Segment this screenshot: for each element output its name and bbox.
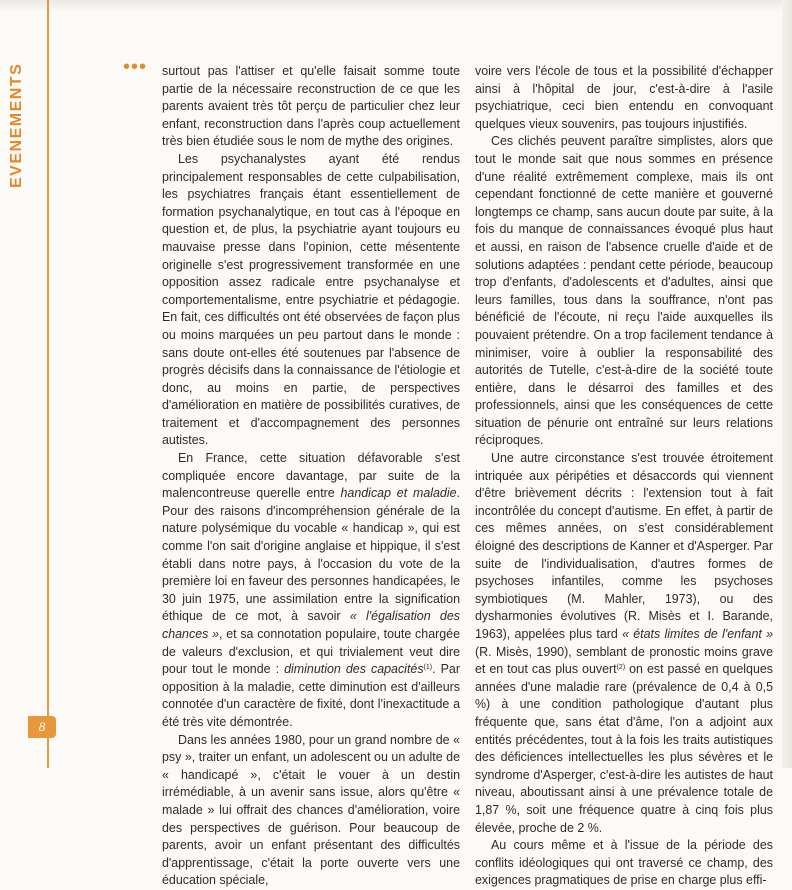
footnote-ref: (1): [423, 664, 433, 672]
page-right-edge: [782, 0, 792, 768]
text-column-right: [475, 63, 773, 890]
text-column-left: [162, 63, 460, 890]
ornament-dots-icon: •••: [123, 56, 148, 78]
paragraph: Une autre circonstance s'est trouvée étroitement intriquée aux péripéties et désaccords qui viennent d'être brièvement décrits : l'extension tout à fait incontrôlée du concept d'autisme. En effet, à partir de ces mêmes années, on s'est considérablement éloigné des descriptions de Kanner et d'Asperger. Par suite de l'individualisation, d'autres formes de psychoses infantiles, comme les psychoses symbiotiques (M. Mahler, 1973), ou des dysharmonies évolutives (R. Misès et I. Barande, 1963), appelées plus tard « états limites de l'enfant » (R. Misès, 1990), semblant de pronostic moins grave et en tout cas plus ouvert$^{(2)}$ on est passé en quelques années d'une maladie rare (prévalence de 0,4 à 0,5 %) à une condition pathologique d'autant plus fréquente que, sans état d'âme, l'on a adjoint aux entités précédentes, tout à la fois les traits autistiques des déficiences intellectuelles les plus sévères et le syndrome d'Asperger, c'est-à-dire les autistes de haut niveau, aboutissant ainsi à une prévalence totale de 1,87 %, soit une fréquence quatre à cinq fois plus élevée, proche de 2 %.: [475, 451, 774, 835]
paragraph: voire vers l'école de tous et la possibilité d'échapper ainsi à l'hôpital de jour, c'est-à-dire à l'asile psychiatrique, ceci bien entendu en convoquant quelques vieux souvenirs, pas toujours injustifiés.: [475, 64, 773, 131]
sidebar-rule: [47, 0, 49, 768]
paragraph: En France, cette situation défavorable s'est compliquée encore davantage, par suite de la malencontreuse querelle entre handicap et maladie. Pour des raisons d'incompréhension générale de la nature polysémique du vocable « handicap », qui est comme l'on sait d'origine anglaise et hippique, il s'est établi dans notre pays, à l'occasion du vote de la première loi en faveur des personnes handicapées, le 30 juin 1975, une assimilation entre la signification éthique de ce mot, à savoir « l'égalisation des chances », et sa connotation populaire, toute chargée de valeurs d'exclusion, et qui trivialement veut dire pour tout le monde : diminution des capacités$^{(1)}$. Par opposition à la maladie, cette diminution est d'ailleurs connotée d'un caractère de fixité, dont l'inexactitude a été très vite démontrée.: [162, 451, 461, 729]
page-number: 8: [28, 716, 56, 738]
paragraph: Ces clichés peuvent paraître simplistes, alors que tout le monde sait que nous sommes en présence d'une réalité extrêmement complexe, mais ils ont cependant fonctionné de cette manière et gouverné longtemps ce champ, sans aucun doute par suite, à la fois du manque de connaissances évoqué plus haut et aussi, en raison de l'absence cruelle d'aide et de solutions adaptées : pendant cette période, beaucoup trop d'enfants, d'adolescents et d'adultes, ainsi que leurs familles, tous dans la souffrance, n'ont pas bénéficié de l'écoute, ni reçu l'aide auxquelles ils pouvaient prétendre. On a trop facilement tendance à minimiser, voire à oublier la responsabilité des autorités de Tutelle, c'est-à-dire de la société toute entière, dans le désarroi des familles et des professionnels, ainsi que les conséquences de cette situation de pénurie ont entraîné sur leurs relations réciproques.: [475, 134, 773, 448]
paragraph: Au cours même et à l'issue de la période des conflits idéologiques qui ont traversé ce champ, des exigences pragmatiques de prise en charge plus effi-: [475, 838, 773, 888]
paragraph: surtout pas l'attiser et qu'elle faisait somme toute partie de la nécessaire reconstruction de ce que les parents avaient très tôt perçu de particulier chez leur enfant, reconstruction dans l'après coup actuellement très bien étudiée sous le nom de mythe des origines.: [162, 64, 460, 149]
section-label: EVENEMENTS: [8, 62, 25, 188]
paragraph: Les psychanalystes ayant été rendus principalement responsables de cette culpabilisation, les psychiatres français étant essentiellement de formation psychanalytique, en tout cas à l'époque en question et, de plus, la psychiatrie ayant toujours eu mauvaise presse dans l'opinion, cette mésentente originelle s'est progressivement transformée en une opposition assez radicale entre psychanalyse et comportementalisme, entre psychiatrie et pédagogie. En fait, ces difficultés ont été observées de façon plus ou moins marquées un peu partout dans le monde : sans doute ont-elles été soutenues par l'absence de progrès décisifs dans la connaissance de l'étiologie et donc, au moins en partie, de perspectives d'amélioration en matière de possibilités curatives, de traitement et d'accompagnement des personnes autistes.: [162, 151, 460, 448]
page-top-edge: [0, 0, 792, 12]
paragraph: Dans les années 1980, pour un grand nombre de « psy », traiter un enfant, un adolescent ou un adulte de « handicapé », c'était le vouer à un destin irrémédiable, à un avenir sans issue, alors qu'être « malade » lui offrait des chances d'amélioration, voire des perspectives de guérison. Pour beaucoup de parents, avoir un enfant présentant des difficultés d'apprentissage, c'était la porte ouverte vers une éducation spéciale,: [162, 732, 460, 888]
footnote-ref: (2): [616, 664, 626, 672]
